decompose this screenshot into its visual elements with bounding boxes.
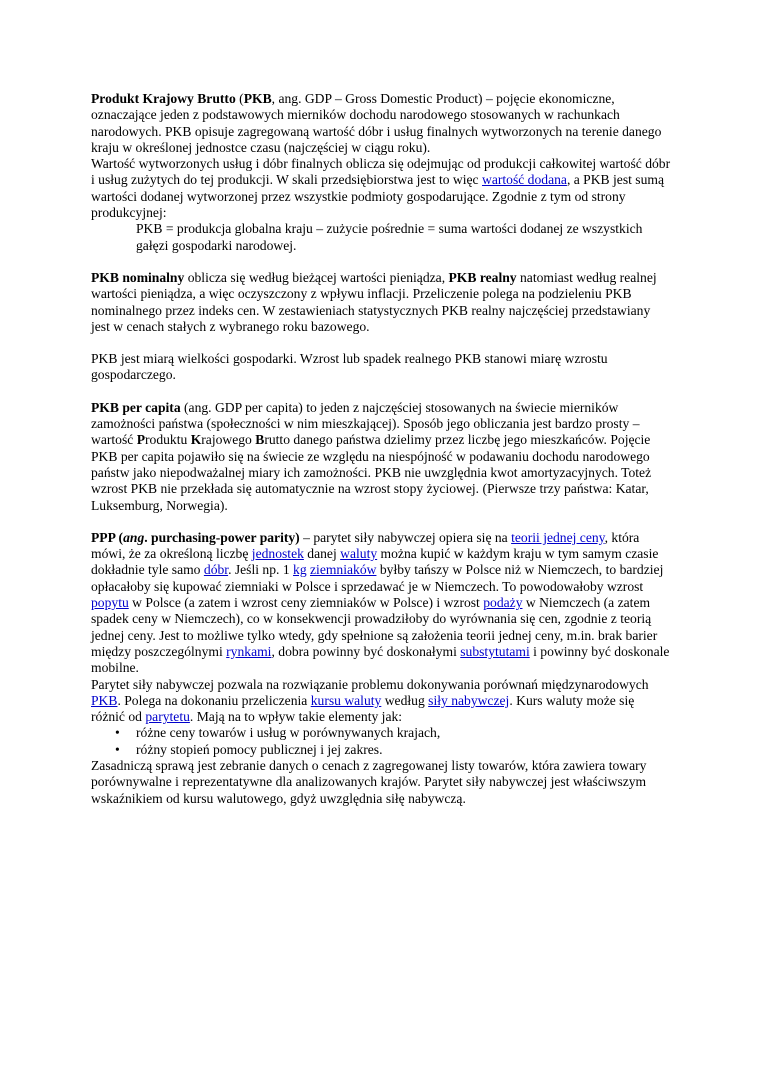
- text: . Kurs waluty może się różnić od: [91, 692, 635, 725]
- link-sily-nabywczej[interactable]: siły nabywczej: [428, 692, 510, 708]
- link-jednostek[interactable]: jednostek: [251, 546, 304, 562]
- term-ppp: [91, 530, 300, 545]
- link-waluty[interactable]: waluty: [340, 546, 378, 562]
- text: danej: [303, 546, 341, 562]
- bold-letter: B: [255, 432, 265, 448]
- text: . Polega na dokonaniu przeliczenia: [117, 692, 311, 708]
- link-podazy[interactable]: podaży: [483, 595, 523, 611]
- term-pkb: PKB: [243, 91, 272, 106]
- text: . Jeśli np. 1: [228, 562, 294, 578]
- text: roduktu: [145, 432, 191, 448]
- term-pkb-full: Produkt Krajowy Brutto: [91, 91, 236, 106]
- paragraph-ppp-comparison: [91, 677, 671, 726]
- bullet-list: [91, 725, 671, 758]
- document-body: [91, 91, 671, 807]
- link-popytu[interactable]: popytu: [91, 595, 129, 611]
- paragraph-pkb-per-capita: [91, 400, 671, 514]
- paragraph-ppp-conclusion: Zasadniczą sprawą jest zebranie danych o cenach z zagregowanej listy towarów, która zawiera towary porównywalne i reprezentatywne dla analizowanych krajów. Parytet siły nabywczej jest właściwszym wskaźnikiem od kursu walutowego, gdyż uwzględnia siłę nabywczą.: [91, 757, 647, 806]
- bullet-icon: •: [115, 725, 120, 741]
- paragraph-ppp: [91, 530, 671, 677]
- list-item-text: różny stopień pomocy publicznej i jej zakres.: [136, 741, 383, 757]
- text: , ang. GDP – Gross Domestic Product) – pojęcie ekonomiczne, oznaczające jeden z podstawowych mierników dochodu narodowego stosowanych w rachunkach narodowych. PKB opisuje zagregowaną wartość dóbr i usług finalnych wytworzonych na terenie danego kraju w określonej jednostce czasu (najczęściej w ciągu roku).: [91, 91, 662, 155]
- text: PPP (: [91, 529, 124, 545]
- text: i powinny być doskonale mobilne.: [91, 643, 670, 676]
- list-item-text: różne ceny towarów i usług w porównywanych krajach,: [136, 725, 441, 741]
- text: w Niemczech (a zatem spadek ceny w Niemczech), co w konsekwencji prowadziłoby do wyrównania się cen, zgodnie z teorią jednej ceny. Jest to możliwe tylko wtedy, gdy spełnione są założenia teorii jednej ceny, m.in. brak barier między poszczególnymi: [91, 595, 658, 659]
- link-rynkami[interactable]: rynkami: [226, 643, 272, 659]
- text: oblicza się według bieżącej wartości pieniądza,: [184, 269, 449, 285]
- paragraph-value-added: [91, 156, 671, 221]
- link-substytutami[interactable]: substytutami: [460, 643, 530, 659]
- text: (ang. GDP per capita) to jeden z najczęściej stosowanych na świecie mierników zamożności państwa (społeczności w nim mieszkającej). Sposób jego obliczania jest bardzo prosty – wartość: [91, 399, 640, 448]
- spacer: [91, 384, 671, 400]
- term-pkb-per-capita: PKB per capita: [91, 399, 181, 415]
- text: . purchasing-power parity): [144, 529, 300, 545]
- link-kg[interactable]: kg: [293, 562, 307, 578]
- link-wartosc-dodana[interactable]: wartość dodana: [482, 172, 567, 188]
- paragraph-pkb-measure: PKB jest miarą wielkości gospodarki. Wzrost lub spadek realnego PKB stanowi miarę wzrostu gospodarczego.: [91, 351, 608, 383]
- text: (: [235, 91, 244, 106]
- link-ziemniakow[interactable]: ziemniaków: [310, 562, 377, 578]
- paragraph-nominal-real: [91, 270, 671, 335]
- text: , a PKB jest sumą wartości dodanej wytworzonej przez wszystkie podmioty gospodarujące. Zgodnie z tym od strony produkcyjnej:: [91, 172, 664, 221]
- spacer: [91, 514, 671, 530]
- formula-pkb: PKB = produkcja globalna kraju – zużycie pośrednie = suma wartości dodanej ze wszystkich gałęzi gospodarki narodowej.: [136, 221, 643, 253]
- term-pkb-nominalny: PKB nominalny: [91, 269, 185, 285]
- text: byłby tańszy w Polsce niż w Niemczech, to bardziej opłacałoby się kupować ziemniaki w Polsce i sprzedawać je w Niemczech. To powodowałoby wzrost: [91, 562, 664, 594]
- spacer: [91, 335, 671, 351]
- bold-letter: P: [136, 432, 145, 448]
- text: rajowego: [201, 432, 256, 448]
- text: można kupić w każdym kraju w tym samym czasie dokładnie tyle samo: [91, 546, 659, 578]
- link-teorii-jednej-ceny[interactable]: teorii jednej ceny: [511, 529, 605, 545]
- text: Parytet siły nabywczej pozwala na rozwiązanie problemu dokonywania porównań międzynarodowych: [91, 676, 649, 692]
- term-pkb-realny: PKB realny: [448, 269, 517, 285]
- link-pkb[interactable]: PKB: [91, 692, 118, 708]
- text: natomiast według realnej wartości pieniądza, a więc oczyszczony z wpływu inflacji. Przeliczenie polega na podzieleniu PKB nominalnego przez indeks cen. W zestawieniach statystycznych PKB realny najczęściej przedstawiany jest w cenach stałych z wybranego roku bazowego.: [91, 269, 657, 334]
- text: . Mają na to wpływ takie elementy jak:: [189, 709, 403, 725]
- bullet-icon: •: [115, 741, 120, 757]
- paragraph-pkb-definition: [91, 91, 671, 156]
- text: , dobra powinny być doskonałymi: [271, 643, 461, 659]
- text: , która mówi, że za określoną liczbę: [91, 529, 640, 562]
- text: ang: [123, 529, 145, 545]
- link-parytetu[interactable]: parytetu: [145, 709, 190, 725]
- text: – parytet siły nabywczej opiera się na: [299, 529, 512, 545]
- text: w Polsce (a zatem i wzrost ceny ziemniaków w Polsce) i wzrost: [128, 595, 484, 611]
- link-dobr[interactable]: dóbr: [203, 562, 229, 578]
- text: rutto danego państwa dzielimy przez liczbę jego mieszkańców. Pojęcie PKB per capita pojawiło się na świecie ze względu na niespójność w podawaniu dochodu narodowego państw jako niepodważalnej miary ich zamożności. PKB nie uwzględnia kwot amortyzacyjnych. Toteż wzrost PKB nie przekłada się automatycznie na wzrost stopy życiowej. (Pierwsze trzy państwa: Katar, Luksemburg, Norwegia).: [91, 432, 652, 513]
- list-item: [91, 742, 671, 758]
- bold-letter: K: [190, 432, 202, 448]
- spacer: [91, 254, 671, 270]
- text: Wartość wytworzonych usług i dóbr finalnych oblicza się odejmując od produkcji całkowitej wartość dóbr i usług zużytych do tej produkcji. W skali przedsiębiorstwa jest to więc: [91, 156, 671, 188]
- link-kursu-waluty[interactable]: kursu waluty: [310, 692, 382, 708]
- list-item: [91, 725, 671, 741]
- text: według: [381, 692, 429, 708]
